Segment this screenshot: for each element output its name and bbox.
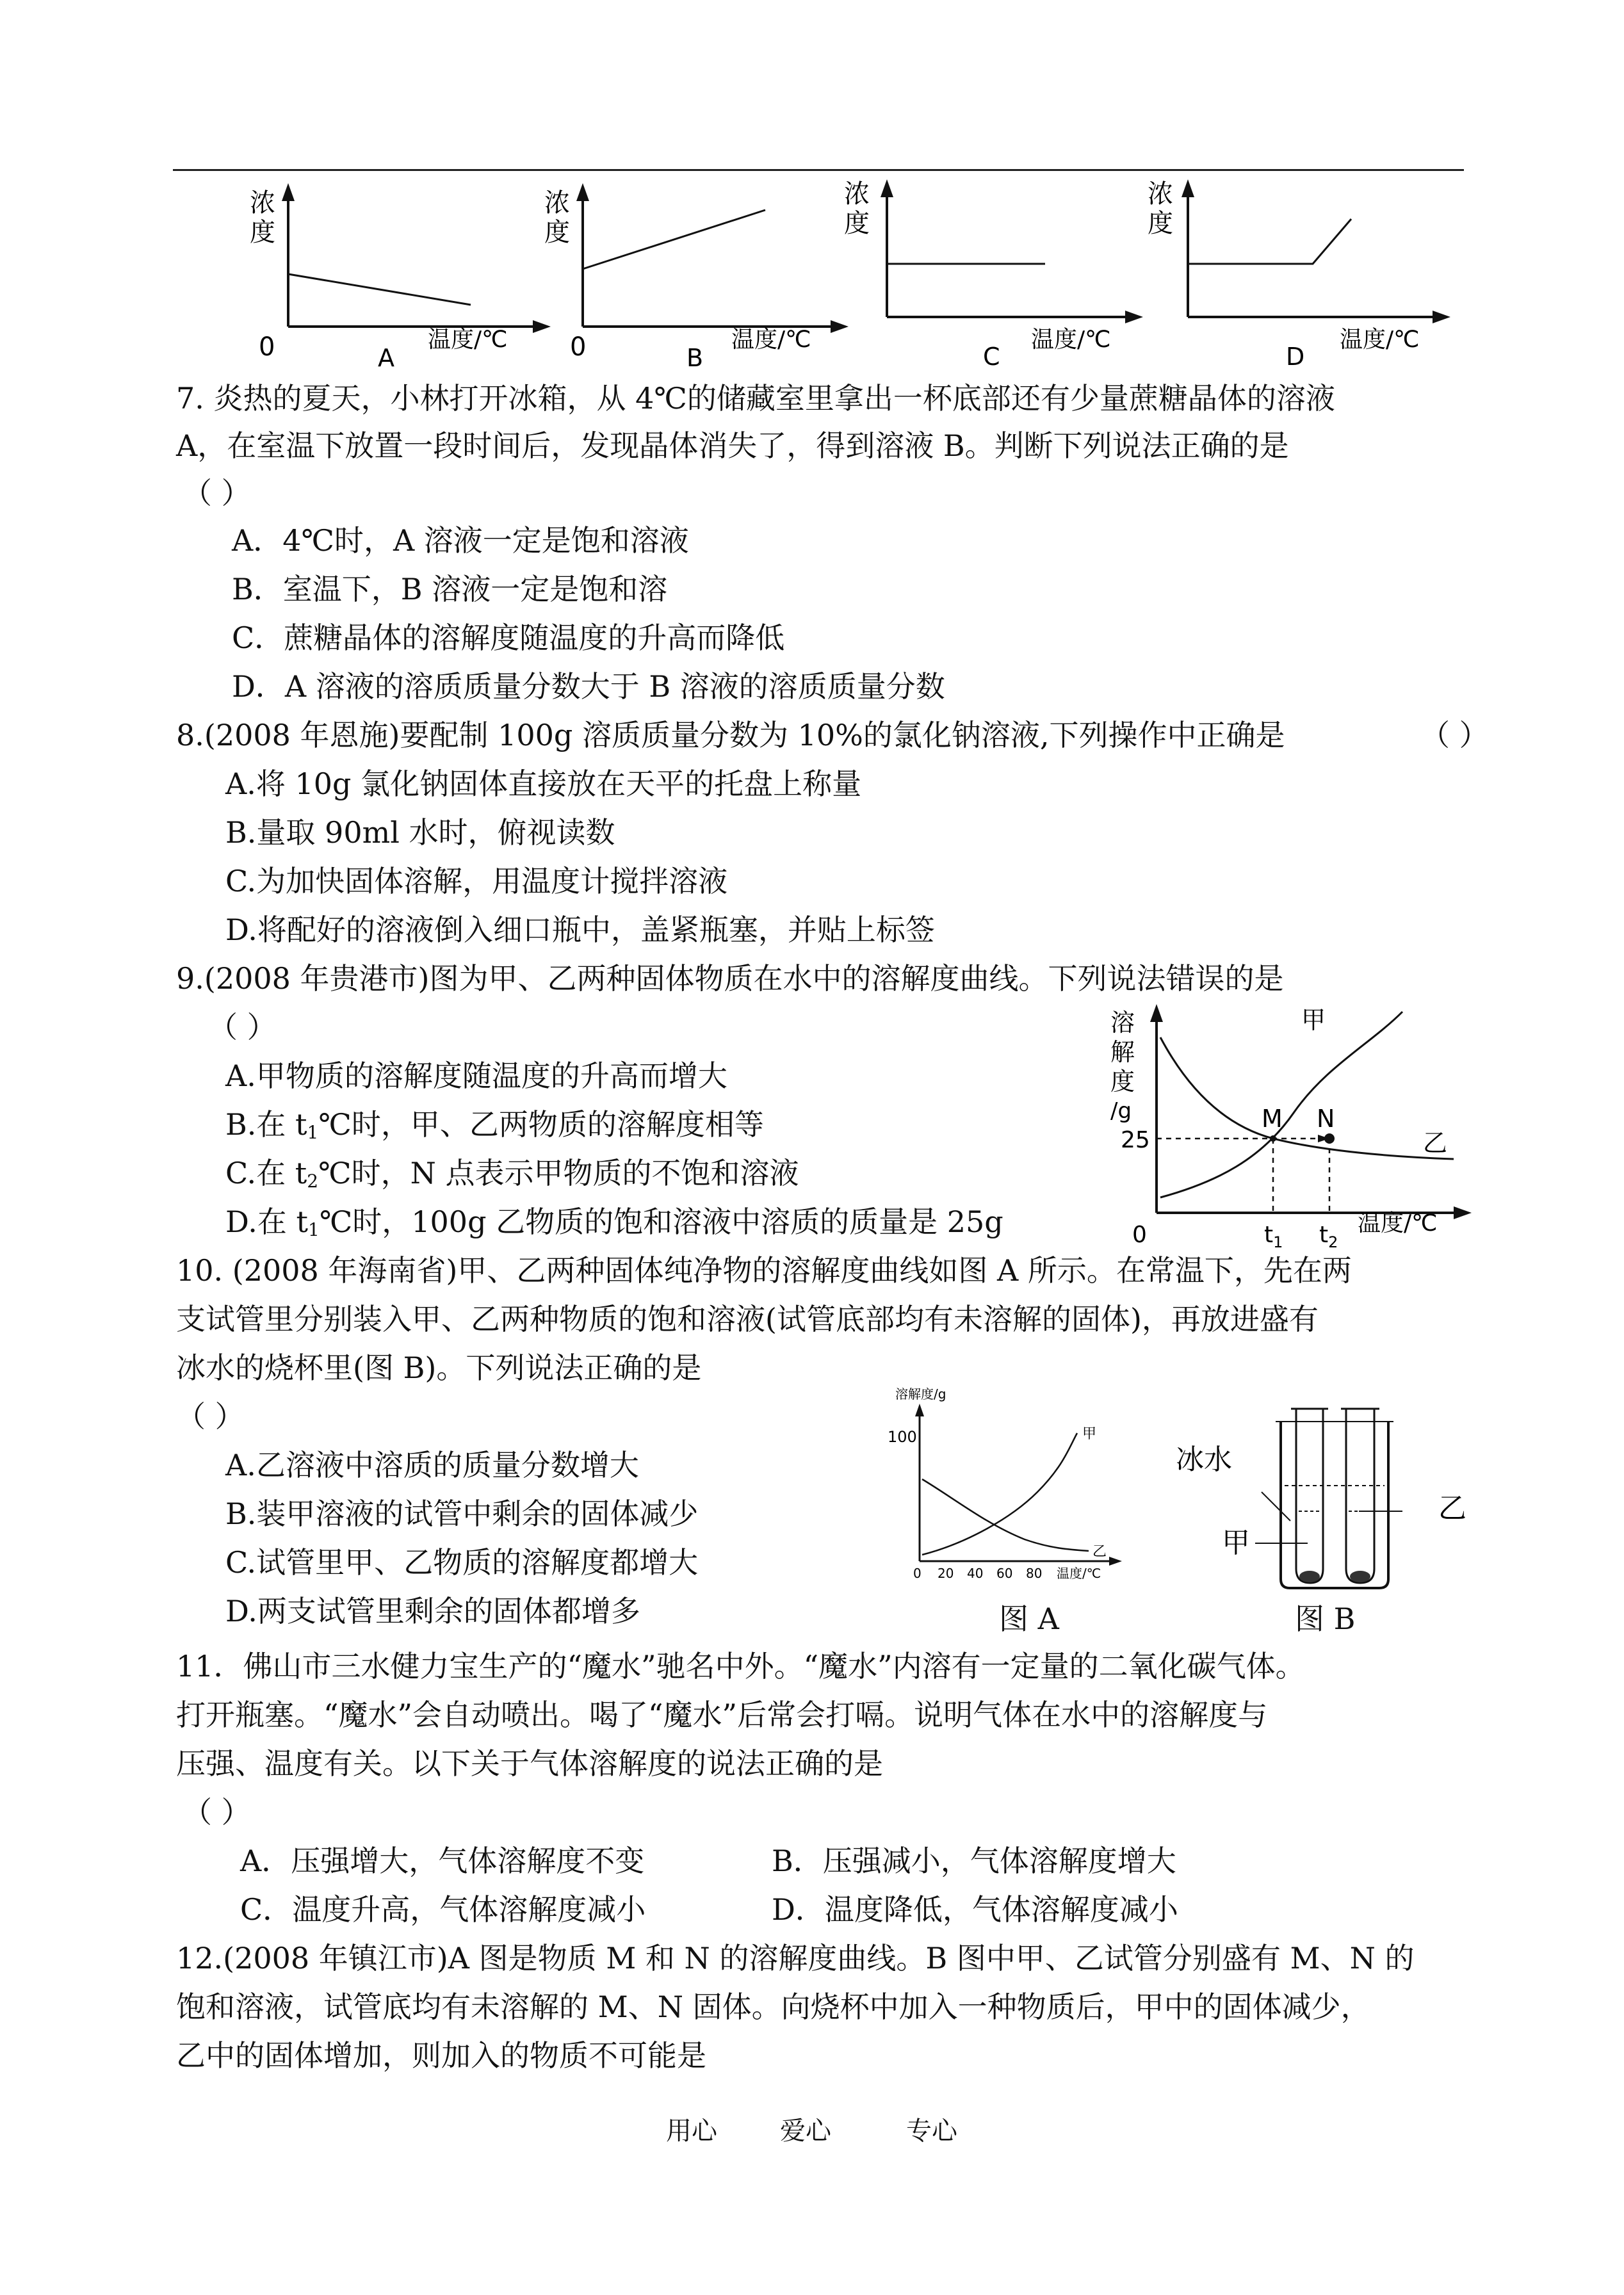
curve-yi xyxy=(922,1479,1089,1551)
label-ice-water: 冰水 xyxy=(1176,1443,1232,1476)
q7-option-b: B．室温下，B 溶液一定是饱和溶 xyxy=(232,572,668,606)
q10-line2: 支试管里分别装入甲、乙两种物质的饱和溶液(试管底部均有未溶解的固体)，再放进盛有 xyxy=(176,1302,1319,1336)
q10-option-a: A.乙溶液中溶质的质量分数增大 xyxy=(225,1448,639,1482)
x-tick: 80 xyxy=(1026,1566,1043,1581)
q12-line1: 12.(2008 年镇江市)A 图是物质 M 和 N 的溶解度曲线。B 图中甲、乙试管分别盛有 M、N 的 xyxy=(176,1941,1415,1975)
q10-figure-b-beaker xyxy=(1159,1396,1479,1601)
tube-jia xyxy=(1296,1409,1323,1583)
label-jia: 甲 xyxy=(1301,1006,1326,1034)
x-tick: 0 xyxy=(913,1566,922,1581)
q10-figure-a-caption: 图 A xyxy=(999,1602,1059,1636)
curve-yi xyxy=(1160,1037,1454,1159)
q8-line1: 8.(2008 年恩施)要配制 100g 溶质质量分数为 10%的氯化钠溶液,下列操作中正确是 xyxy=(176,718,1285,752)
q11-line1: 11．佛山市三水健力宝生产的“魔水”驰名中外。“魔水”内溶有一定量的二氧化碳气体。 xyxy=(176,1649,1305,1683)
q11-option-a: A．压强增大，气体溶解度不变 xyxy=(240,1844,645,1878)
footer-word-1: 用心 xyxy=(666,2116,717,2146)
x-tick: 60 xyxy=(996,1566,1013,1581)
q9-solubility-graph xyxy=(1101,999,1486,1268)
q10-option-b: B.装甲溶液的试管中剩余的固体减少 xyxy=(225,1496,699,1531)
q9-option-b: B.在 $t_1℃$时，甲、乙两物质的溶解度相等 xyxy=(225,1107,764,1143)
letter-c: C xyxy=(983,343,1000,371)
q11-option-d: D．温度降低，气体溶解度减小 xyxy=(772,1892,1178,1927)
y-label-2: 度 xyxy=(544,218,570,247)
q9-option-a: A.甲物质的溶解度随温度的升高而增大 xyxy=(225,1058,727,1093)
q12-line2: 饱和溶液，试管底均有未溶解的 M、N 固体。向烧杯中加入一种物质后，甲中的固体减少， xyxy=(176,1990,1370,2024)
q7-line2: A，在室温下放置一段时间后，发现晶体消失了，得到溶液 B。判断下列说法正确的是 xyxy=(176,428,1289,463)
letter-d: D xyxy=(1286,343,1305,371)
y-label-1: 浓 xyxy=(844,179,870,209)
footer-word-2: 爱心 xyxy=(780,2116,831,2146)
x-label: 温度/℃ xyxy=(1057,1566,1101,1581)
curve-b xyxy=(583,210,765,269)
graph-a xyxy=(224,179,557,378)
q11-option-b: B．压强减小，气体溶解度增大 xyxy=(772,1844,1176,1878)
origin: 0 xyxy=(1132,1222,1147,1248)
q9-line1: 9.(2008 年贵港市)图为甲、乙两种固体物质在水中的溶解度曲线。下列说法错误的是 xyxy=(176,961,1284,996)
tube-yi xyxy=(1346,1409,1374,1583)
y-label-1: 浓 xyxy=(250,188,275,218)
y-label-char: 解 xyxy=(1110,1038,1135,1066)
q10-figure-b-caption: 图 B xyxy=(1295,1602,1356,1636)
y-label-2: 度 xyxy=(844,209,870,238)
y-tick-25: 25 xyxy=(1121,1127,1150,1153)
q7-line1: 7. 炎热的夏天，小林打开冰箱，从 4℃的储藏室里拿出一杯底部还有少量蔗糖晶体的溶液 xyxy=(176,381,1335,416)
q7-option-c: C．蔗糖晶体的溶解度随温度的升高而降低 xyxy=(232,620,785,655)
q8-option-a: A.将 10g 氯化钠固体直接放在天平的托盘上称量 xyxy=(225,766,862,801)
point-n-dot xyxy=(1324,1133,1335,1144)
q11-answer-paren: （ ） xyxy=(183,1795,251,1829)
q10-line1: 10. (2008 年海南省)甲、乙两种固体纯净物的溶解度曲线如图 A 所示。在常温下，先在两 xyxy=(176,1253,1352,1288)
q7-option-d: D．A 溶液的溶质质量分数大于 B 溶液的溶质质量分数 xyxy=(232,669,945,704)
solid-yi xyxy=(1350,1571,1370,1582)
label-m: M xyxy=(1262,1105,1283,1133)
graph-c xyxy=(839,179,1172,378)
x-tick: 40 xyxy=(967,1566,984,1581)
y-label-char: 溶 xyxy=(1110,1009,1135,1037)
x-label: 温度/℃ xyxy=(731,327,811,353)
x-label: 温度/℃ xyxy=(428,327,508,353)
label-n: N xyxy=(1317,1105,1335,1133)
x-tick-t1: $t_1$ xyxy=(1264,1222,1283,1251)
y-label-unit: /g xyxy=(1110,1098,1132,1124)
x-tick: 20 xyxy=(938,1566,954,1581)
x-label: 温度/℃ xyxy=(1031,327,1111,353)
y-tick-100: 100 xyxy=(888,1428,917,1446)
label-yi: 乙 xyxy=(1423,1129,1448,1157)
y-label-2: 度 xyxy=(250,218,275,247)
y-label-2: 度 xyxy=(1148,209,1173,238)
q8-option-d: D.将配好的溶液倒入细口瓶中，盖紧瓶塞，并贴上标签 xyxy=(225,912,935,947)
origin: 0 xyxy=(570,332,587,362)
q10-answer-paren: （ ） xyxy=(176,1399,245,1434)
q11-line2: 打开瓶塞。“魔水”会自动喷出。喝了“魔水”后常会打嗝。说明气体在水中的溶解度与 xyxy=(176,1698,1268,1732)
x-label: 温度/℃ xyxy=(1358,1210,1438,1237)
label-jia: 甲 xyxy=(1222,1527,1250,1559)
footer-word-3: 专心 xyxy=(906,2116,957,2146)
q11-line3: 压强、温度有关。以下关于气体溶解度的说法正确的是 xyxy=(176,1746,883,1781)
label-jia: 甲 xyxy=(1082,1426,1097,1442)
y-label-1: 浓 xyxy=(544,188,570,218)
curve-d xyxy=(1188,219,1351,264)
graph-b xyxy=(538,179,871,378)
q7-option-a: A．4℃时，A 溶液一定是饱和溶液 xyxy=(232,523,689,558)
label-yi: 乙 xyxy=(1092,1544,1107,1560)
q9-option-c: C.在 $t_2℃$时，N 点表示甲物质的不饱和溶液 xyxy=(225,1156,799,1192)
y-label: 溶解度/g xyxy=(895,1386,946,1402)
header-rule xyxy=(173,169,1464,171)
q8-answer-paren: （ ） xyxy=(1420,718,1489,752)
q12-line3: 乙中的固体增加，则加入的物质不可能是 xyxy=(176,2038,706,2073)
letter-b: B xyxy=(686,344,704,372)
origin: 0 xyxy=(259,332,275,362)
q8-option-b: B.量取 90ml 水时，俯视读数 xyxy=(225,815,615,850)
q10-option-d: D.两支试管里剩余的固体都增多 xyxy=(225,1594,640,1628)
q9-option-d: D.在 $t_1℃$时，100g 乙物质的饱和溶液中溶质的质量是 25g xyxy=(225,1204,1003,1240)
y-label-1: 浓 xyxy=(1148,179,1173,209)
x-label: 温度/℃ xyxy=(1340,327,1420,353)
x-tick-t2: $t_2$ xyxy=(1319,1222,1338,1251)
graph-d xyxy=(1140,179,1473,378)
q9-answer-paren: （ ） xyxy=(208,1010,277,1044)
q10-figure-a-graph xyxy=(884,1383,1159,1594)
solid-jia xyxy=(1299,1571,1320,1582)
q10-line3: 冰水的烧杯里(图 B)。下列说法正确的是 xyxy=(176,1350,702,1385)
letter-a: A xyxy=(378,344,394,372)
label-yi: 乙 xyxy=(1438,1492,1466,1525)
q10-option-c: C.试管里甲、乙物质的溶解度都增大 xyxy=(225,1545,699,1580)
curve-a xyxy=(288,274,471,305)
y-label-char: 度 xyxy=(1110,1067,1135,1096)
q11-option-c: C．温度升高，气体溶解度减小 xyxy=(240,1892,646,1927)
q7-answer-paren: （ ） xyxy=(183,476,251,510)
q8-option-c: C.为加快固体溶解，用温度计搅拌溶液 xyxy=(225,864,728,898)
